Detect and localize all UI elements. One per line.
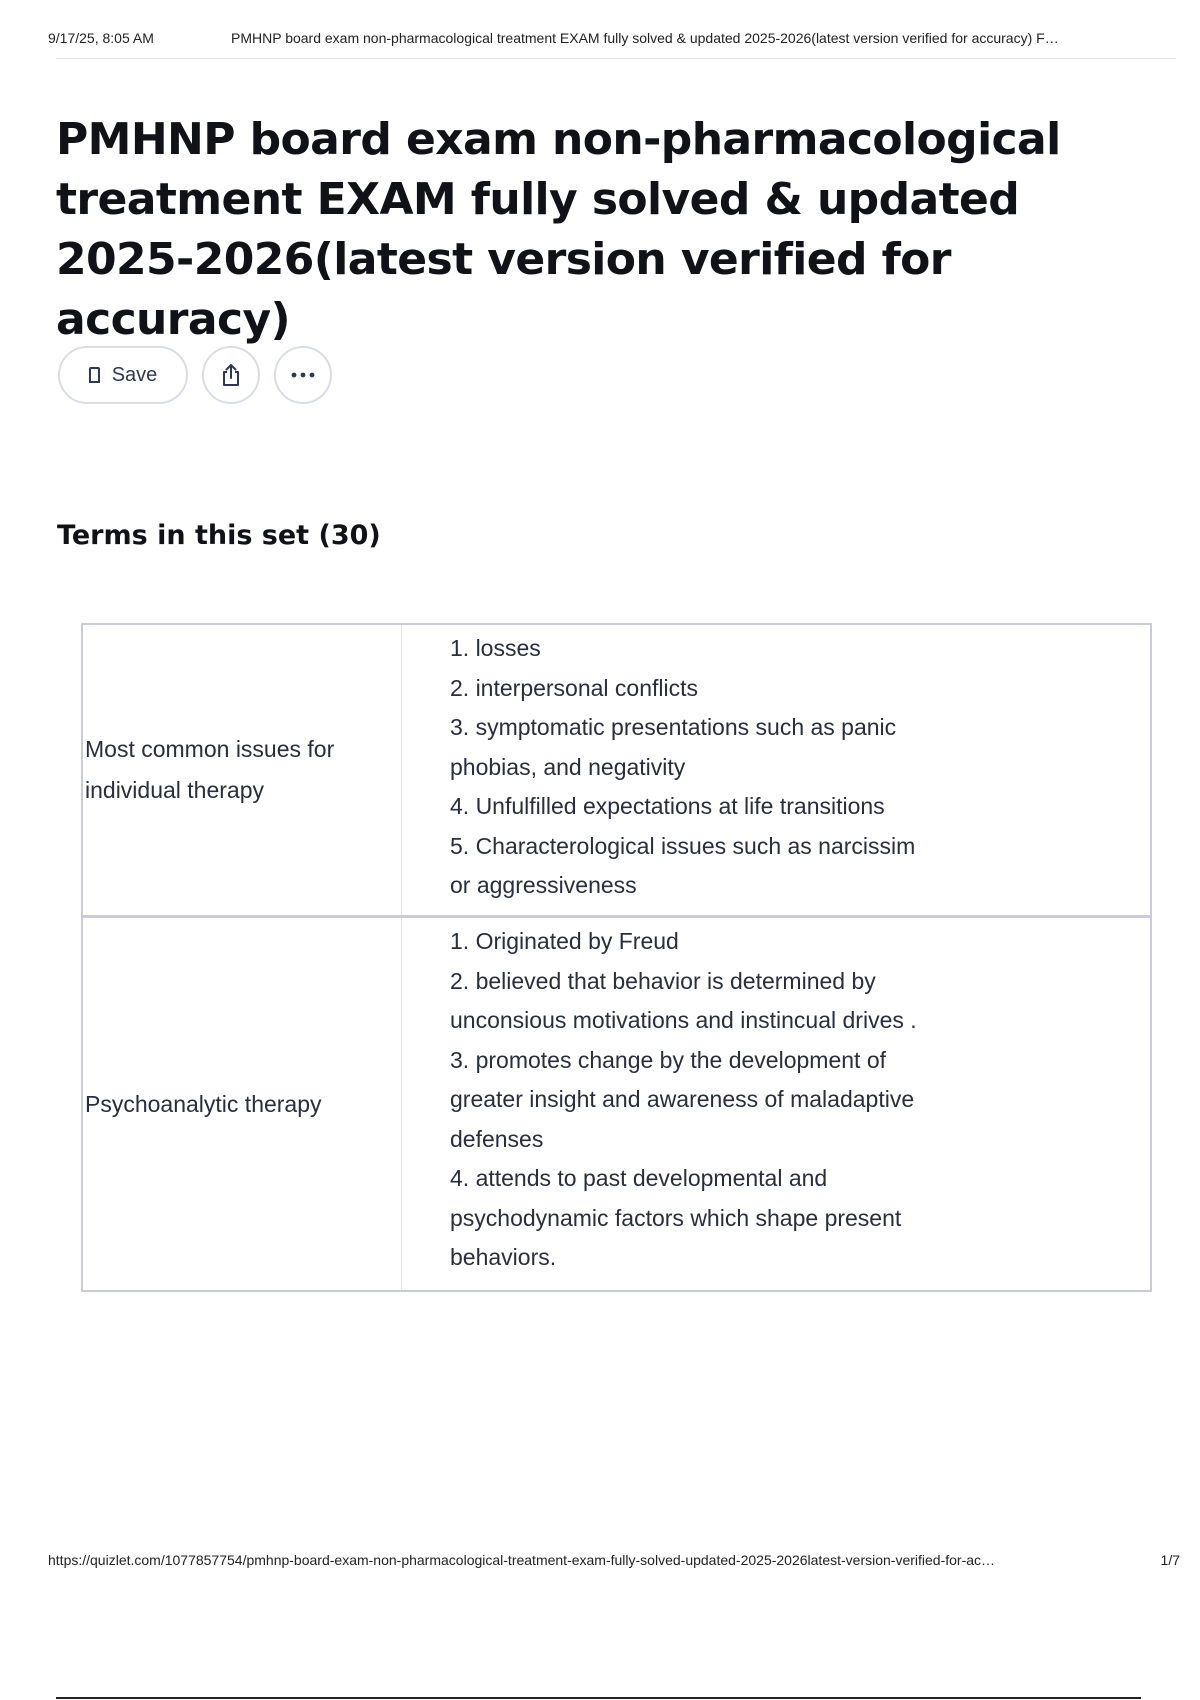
definition-line: phobias, and negativity	[450, 753, 686, 780]
definition-line: defenses	[450, 1125, 544, 1152]
definition-line: greater insight and awareness of maladaptive	[450, 1086, 915, 1112]
share-icon	[218, 362, 244, 388]
definition-line: behaviors.	[450, 1244, 557, 1270]
definition-cell	[402, 625, 1150, 915]
bottom-divider	[56, 1697, 1141, 1699]
definition-line: 2. believed that behavior is determined by	[450, 967, 876, 994]
definition-line: or aggressiveness	[450, 872, 637, 898]
save-button[interactable]	[58, 346, 188, 404]
terms-heading: Terms in this set (30)	[57, 520, 381, 551]
print-datetime: 9/17/25, 8:05 AM	[48, 30, 154, 46]
term-row	[83, 625, 1150, 915]
term-text: Psychoanalytic therapy	[85, 1090, 322, 1117]
definition-line: unconsious motivations and instincual drives .	[450, 1007, 917, 1033]
bookmark-icon	[89, 367, 100, 383]
action-bar	[58, 346, 332, 404]
definition-line: 4. attends to past developmental and	[450, 1165, 828, 1191]
terms-table	[81, 623, 1152, 1292]
definition-line: 3. symptomatic presentations such as panic	[450, 714, 897, 740]
definition-line: psychodynamic factors which shape present	[450, 1204, 902, 1231]
term-row	[83, 915, 1150, 1290]
print-document-title: PMHNP board exam non-pharmacological treatment EXAM fully solved & updated 2025-2026(latest version verified for accuracy) F…	[231, 30, 1059, 46]
definition-line: 1. losses	[450, 635, 541, 661]
more-options-button[interactable]	[274, 346, 332, 404]
print-url: https://quizlet.com/1077857754/pmhnp-board-exam-non-pharmacological-treatment-exam-fully-solved-updated-2025-2026latest-version-verified-for-ac…	[48, 1552, 996, 1568]
term-text: Most common issues for individual therapy	[85, 736, 335, 803]
term-cell	[83, 625, 402, 915]
definition-cell	[402, 918, 1150, 1290]
definition-line: 2. interpersonal conflicts	[450, 674, 699, 701]
definition-line: 5. Characterological issues such as narcissim	[450, 832, 916, 859]
save-button-label: Save	[111, 363, 158, 386]
more-options-icon	[290, 371, 316, 379]
header-divider	[56, 58, 1176, 59]
share-button[interactable]	[202, 346, 260, 404]
page-title: PMHNP board exam non-pharmacological treatment EXAM fully solved & updated 2025-2026(latest version verified for accuracy)	[56, 114, 1061, 345]
term-cell	[83, 918, 402, 1290]
definition-line: 4. Unfulfilled expectations at life transitions	[450, 793, 885, 819]
definition-line: 3. promotes change by the development of	[450, 1046, 887, 1073]
page-indicator: 1/7	[1160, 1552, 1180, 1568]
definition-line: 1. Originated by Freud	[450, 928, 679, 954]
